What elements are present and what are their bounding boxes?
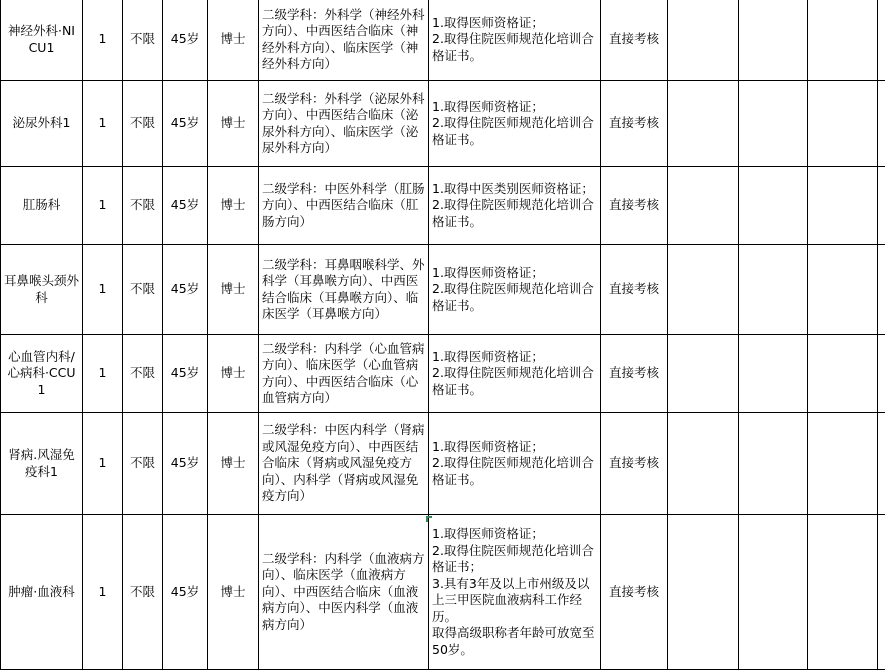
empty-cell	[878, 245, 885, 335]
empty-cell	[739, 515, 808, 670]
empty-cell	[668, 167, 739, 245]
age-cell: 45岁	[163, 81, 208, 167]
table-row	[1, 167, 885, 245]
age-cell: 45岁	[163, 515, 208, 670]
empty-cell	[739, 413, 808, 515]
degree-cell: 博士	[208, 0, 259, 81]
age-cell: 45岁	[163, 413, 208, 515]
degree-cell: 博士	[208, 515, 259, 670]
method-cell: 直接考核	[601, 81, 668, 167]
requirements-cell: 1.取得医师资格证； 2.取得住院医师规范化培训合格证书。	[429, 81, 601, 167]
gender-cell: 不限	[123, 81, 163, 167]
dept-cell: 耳鼻喉头颈外科	[1, 245, 83, 335]
empty-cell	[878, 335, 885, 413]
age-cell: 45岁	[163, 335, 208, 413]
empty-cell	[878, 413, 885, 515]
empty-cell	[668, 81, 739, 167]
dept-cell: 肛肠科	[1, 167, 83, 245]
major-cell: 二级学科：外科学（泌尿外科方向）、中西医结合临床（泌尿外科方向）、临床医学（泌尿外科方向）	[259, 81, 429, 167]
method-cell: 直接考核	[601, 515, 668, 670]
empty-cell	[808, 245, 878, 335]
degree-cell: 博士	[208, 245, 259, 335]
empty-cell	[878, 515, 885, 670]
empty-cell	[668, 515, 739, 670]
method-cell: 直接考核	[601, 245, 668, 335]
empty-cell	[878, 81, 885, 167]
table-row	[1, 81, 885, 167]
degree-cell: 博士	[208, 81, 259, 167]
gender-cell: 不限	[123, 515, 163, 670]
method-cell: 直接考核	[601, 335, 668, 413]
count-cell: 1	[83, 413, 123, 515]
age-cell: 45岁	[163, 245, 208, 335]
count-cell: 1	[83, 0, 123, 81]
dept-cell: 心血管内科/心病科·CCU1	[1, 335, 83, 413]
gender-cell: 不限	[123, 167, 163, 245]
empty-cell	[668, 0, 739, 81]
empty-cell	[739, 0, 808, 81]
requirements-cell: 1.取得医师资格证； 2.取得住院医师规范化培训合格证书。	[429, 335, 601, 413]
requirements-cell: 1.取得医师资格证； 2.取得住院医师规范化培训合格证书。	[429, 413, 601, 515]
empty-cell	[739, 335, 808, 413]
age-cell: 45岁	[163, 167, 208, 245]
requirements-cell: 1.取得医师资格证； 2.取得住院医师规范化培训合格证书。	[429, 245, 601, 335]
count-cell: 1	[83, 81, 123, 167]
major-cell: 二级学科：中医内科学（肾病或风湿免疫方向）、中西医结合临床（肾病或风湿免疫方向）、内科学（肾病或风湿免疫方向）	[259, 413, 429, 515]
requirements-cell: 1.取得医师资格证； 2.取得住院医师规范化培训合格证书。	[429, 0, 601, 81]
method-cell: 直接考核	[601, 0, 668, 81]
dept-cell: 肾病.风湿免疫科1	[1, 413, 83, 515]
dept-cell: 泌尿外科1	[1, 81, 83, 167]
count-cell: 1	[83, 335, 123, 413]
dept-cell: 神经外科·NICU1	[1, 0, 83, 81]
empty-cell	[668, 335, 739, 413]
requirements-cell: 1.取得医师资格证； 2.取得住院医师规范化培训合格证书； 3.具有3年及以上市州级及以上三甲医院血液病科工作经历。 取得高级职称者年龄可放宽至50岁。	[429, 515, 601, 670]
empty-cell	[739, 245, 808, 335]
major-cell: 二级学科：外科学（神经外科方向）、中西医结合临床（神经外科方向）、临床医学（神经外科方向）	[259, 0, 429, 81]
gender-cell: 不限	[123, 245, 163, 335]
count-cell: 1	[83, 167, 123, 245]
empty-cell	[739, 167, 808, 245]
degree-cell: 博士	[208, 413, 259, 515]
empty-cell	[808, 413, 878, 515]
major-cell: 二级学科：内科学（心血管病方向）、临床医学（心血管病方向）、中西医结合临床（心血管病方向）	[259, 335, 429, 413]
degree-cell: 博士	[208, 335, 259, 413]
empty-cell	[808, 167, 878, 245]
gender-cell: 不限	[123, 335, 163, 413]
table-row	[1, 245, 885, 335]
empty-cell	[808, 81, 878, 167]
major-cell: 二级学科：内科学（血液病方向）、临床医学（血液病方向）、中西医结合临床（血液病方向）、中医内科学（血液病方向）	[259, 515, 429, 670]
table-body	[1, 0, 885, 670]
table-row	[1, 413, 885, 515]
empty-cell	[739, 81, 808, 167]
empty-cell	[668, 245, 739, 335]
count-cell: 1	[83, 245, 123, 335]
degree-cell: 博士	[208, 167, 259, 245]
empty-cell	[808, 0, 878, 81]
major-cell: 二级学科：耳鼻咽喉科学、外科学（耳鼻喉方向）、中西医结合临床（耳鼻喉方向）、临床医学（耳鼻喉方向）	[259, 245, 429, 335]
dept-cell: 肿瘤·血液科	[1, 515, 83, 670]
gender-cell: 不限	[123, 0, 163, 81]
major-cell: 二级学科：中医外科学（肛肠方向）、中西医结合临床（肛肠方向）	[259, 167, 429, 245]
table-row	[1, 515, 885, 670]
requirements-cell: 1.取得中医类别医师资格证； 2.取得住院医师规范化培训合格证书。	[429, 167, 601, 245]
empty-cell	[808, 335, 878, 413]
empty-cell	[878, 167, 885, 245]
table-row	[1, 0, 885, 81]
count-cell: 1	[83, 515, 123, 670]
method-cell: 直接考核	[601, 413, 668, 515]
empty-cell	[668, 413, 739, 515]
table-row	[1, 335, 885, 413]
method-cell: 直接考核	[601, 167, 668, 245]
empty-cell	[808, 515, 878, 670]
empty-cell	[878, 0, 885, 81]
gender-cell: 不限	[123, 413, 163, 515]
age-cell: 45岁	[163, 0, 208, 81]
cell-selection-marker	[426, 516, 432, 522]
